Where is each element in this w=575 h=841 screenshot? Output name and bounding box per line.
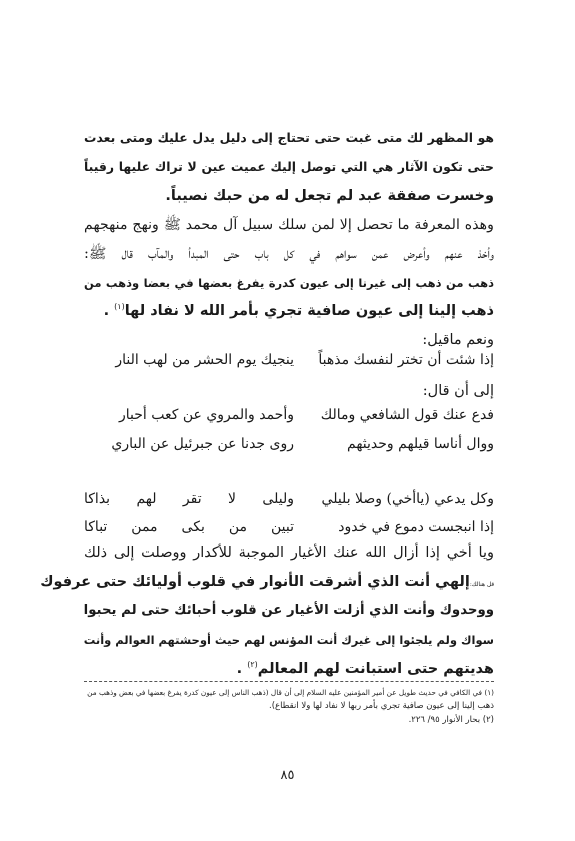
- poem-intro-1: ونعم ماقيل:: [422, 332, 494, 348]
- verse-3: [84, 434, 494, 456]
- verse-3-second-hemistich: روى جدنا عن جبرئيل عن الباري: [111, 436, 294, 452]
- paragraph-1-line-3: وخسرت صفقة عبد لم تجعل له من حبك نصيباً.: [165, 188, 494, 204]
- prayer-line-4-text: هديتهم حتى استبانت لهم المعالم: [257, 661, 494, 677]
- poem-intro-2: إلى أن قال:: [422, 383, 494, 399]
- verse-2-second-hemistich: وأحمد والمروي عن كعب أحبار: [119, 407, 294, 423]
- page-number: ٨٥: [280, 768, 295, 783]
- paragraph-1-line-1: هو المظهر لك متى غبت حتى تحتاج إلى دليل يدل عليك ومتى بعدت: [84, 130, 494, 145]
- quote-line-1: ذهب من ذهب إلى غيرنا إلى عيون كدرة يفرغ بعضها في بعضا وذهب من: [84, 276, 494, 290]
- footnote-2: (٢) بحار الأنوار ٩٥/ ٢٢٦.: [408, 715, 494, 725]
- verse-4-second-hemistich: وليلى لا تقر لهم بذاكا: [84, 491, 294, 507]
- footnote-ref-2: (٢): [247, 660, 258, 670]
- footnote-separator: [84, 681, 494, 682]
- verse-4: [84, 489, 494, 511]
- paragraph-1-line-2: حتى تكون الآثار هي التي توصل إليك عميت عين لا تراك عليها رقيباً: [84, 159, 494, 174]
- footnote-1-line-2: ذهب إلينا إلى عيون صافية تجري بأمر ربها لا نفاد لها ولا انقطاع).: [269, 701, 494, 711]
- paragraph-2-line-1: وهذه المعرفة ما تحصل إلا لمن سلك سبيل آل محمد ﷺ ونهج منهجهم: [84, 217, 494, 233]
- footnote-ref-1: (١): [114, 302, 125, 312]
- verse-1: [84, 350, 494, 372]
- quote-line-2-text: ذهب إلينا إلى عيون صافية تجري بأمر الله لا نفاد لها: [124, 303, 494, 319]
- verse-5-first-hemistich: إذا انبجست دموع في خدود: [338, 519, 494, 535]
- paragraph-4-line-2-prayer: إلهي أنت الذي أشرقت الأنوار في قلوب أوليائك حتى عرفوك: [40, 574, 470, 590]
- quote-line-2: [84, 301, 494, 323]
- verse-2: [84, 405, 494, 427]
- verse-4-first-hemistich: وكل يدعي (ياأخي) وصلا بليلي: [321, 491, 494, 507]
- verse-1-second-hemistich: ينجيك يوم الحشر من لهب النار: [115, 352, 294, 368]
- verse-5-second-hemistich: تبين من بكى ممن تباكا: [84, 519, 294, 535]
- prayer-line-3: سواك ولم يلجئوا إلى غيرك أنت المؤنس لهم حيث أوحشتهم العوالم وأنت: [83, 633, 494, 647]
- paragraph-2-line-2: وأخذ عنهم وأعرض عمن سواهم في كل باب حتى المبدأ والمآب قال ﷺ:: [84, 246, 494, 262]
- verse-2-first-hemistich: فدع عنك قول الشافعي ومالك: [320, 407, 494, 423]
- verse-5: [84, 517, 494, 539]
- prayer-line-4-end: .: [236, 661, 243, 677]
- verse-3-first-hemistich: ووال أناسا قيلهم وحديثهم: [347, 436, 494, 452]
- prayer-line-4: [84, 659, 494, 681]
- quote-line-2-end: .: [103, 303, 110, 319]
- footnote-1-line-1: (١) في الكافي في حديث طويل عن أمير المؤمنين عليه السلام إلى أن قال (ذهب الناس إلى عيون كدرة يفرغ بعضها في بعض وذهب من: [87, 688, 494, 697]
- paragraph-4-line-2-lead: قل هنالك:: [469, 582, 494, 588]
- paragraph-4-line-2: [40, 572, 494, 594]
- verse-1-first-hemistich: إذا شئت أن تختر لنفسك مذهباً: [318, 352, 494, 368]
- paragraph-4-line-1: ويا أخي إذا أزال الله عنك الأغيار الموجبة للأكدار ووصلت إلى ذلك: [84, 545, 494, 561]
- prayer-line-2: ووحدوك وأنت الذي أزلت الأغيار عن قلوب أحبائك حتى لم يحبوا: [83, 603, 494, 618]
